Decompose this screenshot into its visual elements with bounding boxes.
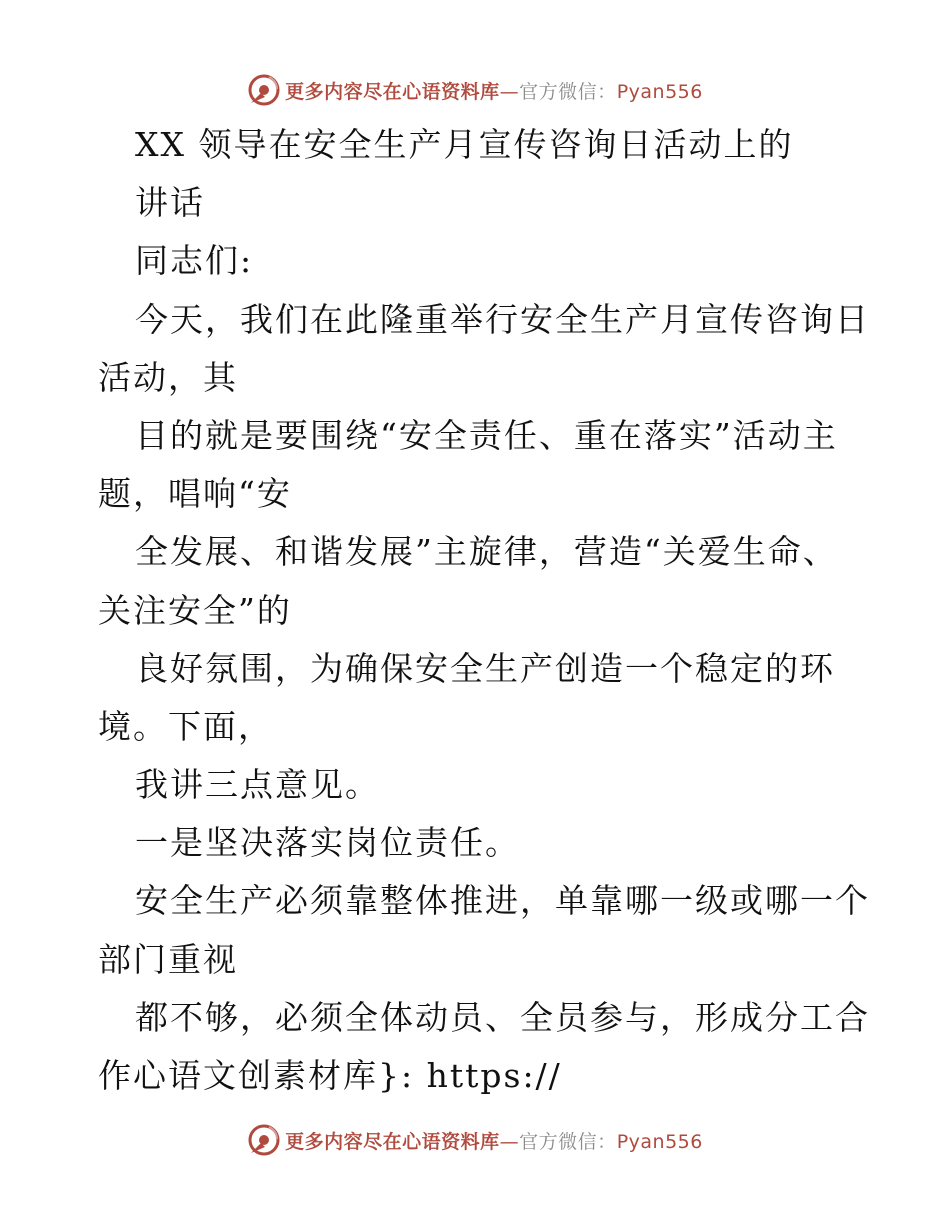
paragraph-line: 关注安全”的 [98,590,292,630]
banner-text [285,1127,703,1154]
section-heading: 一是坚决落实岗位责任。 [135,823,520,863]
document-title-line-1: XX 领导在安全生产月宣传咨询日活动上的 [135,125,794,164]
footer-banner [0,1120,950,1160]
banner-wechat-id: Pyan556 [616,1130,703,1153]
banner-text [285,77,703,104]
paragraph-line: 我讲三点意见。 [135,765,380,805]
document-body [98,116,868,1105]
banner-wechat-id: Pyan556 [616,80,703,103]
paragraph-line: 安全生产必须靠整体推进，单靠哪一级或哪一个 [135,881,870,921]
paragraph-line: 境。下面， [98,706,273,746]
banner-wechat-label: 官方微信： [519,1130,617,1153]
banner-main-text: 更多内容尽在心语资料库 [285,80,500,103]
header-banner [0,70,950,110]
paragraph-line: 活动，其 [98,357,238,397]
banner-dash: — [499,1130,520,1153]
pen-logo-icon [247,73,281,107]
document-title-line-2: 讲话 [135,183,205,223]
banner-main-text: 更多内容尽在心语资料库 [285,1130,500,1153]
paragraph-line: 作心语文创素材库}: https:// [98,1056,562,1095]
paragraph-line: 都不够，必须全体动员、全员参与，形成分工合 [135,997,870,1037]
paragraph-line: 良好氛围，为确保安全生产创造一个稳定的环 [135,648,835,688]
banner-wechat-label: 官方微信： [519,80,617,103]
paragraph-line: 题，唱响“安 [98,474,292,514]
paragraph-line: 目的就是要围绕“安全责任、重在落实”活动主 [135,415,838,455]
pen-logo-icon [247,1123,281,1157]
paragraph-line: 全发展、和谐发展”主旋律，营造“关爱生命、 [135,532,838,572]
paragraph-line: 部门重视 [98,939,238,979]
paragraph-line: 今天，我们在此隆重举行安全生产月宣传咨询日 [135,299,870,339]
banner-dash: — [499,80,520,103]
salutation: 同志们: [135,241,254,281]
